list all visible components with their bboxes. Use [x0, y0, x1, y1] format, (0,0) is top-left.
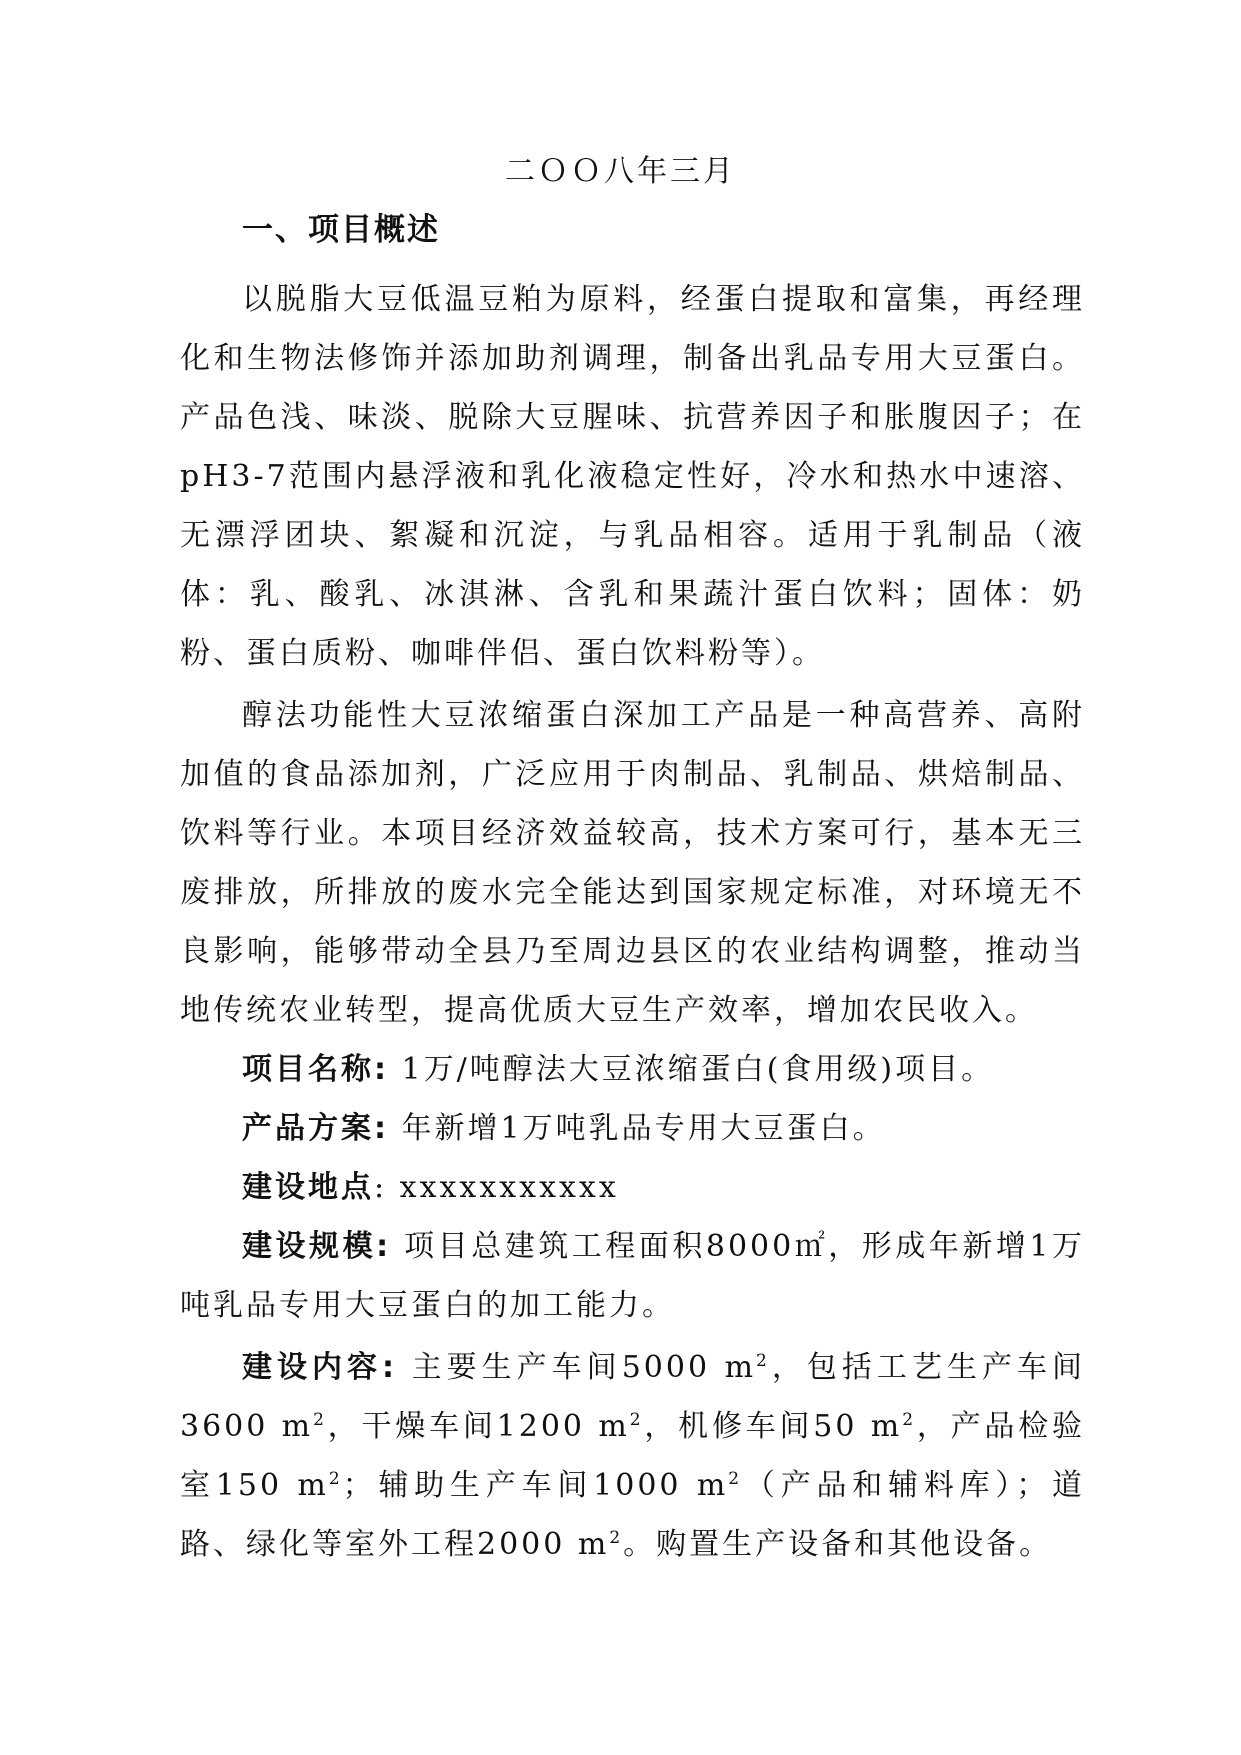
superscript: 2	[902, 1410, 917, 1430]
content-text-2: ，包括工艺生产车间3600 m	[180, 1350, 1086, 1444]
product-plan-value: 年新增1万吨乳品专用大豆蛋白。	[389, 1111, 886, 1146]
content-text-7: （产品和辅料库）；道路、绿化等室外工程2000 m	[180, 1468, 1085, 1562]
scale-value: 项目总建筑工程面积8000㎡，形成年新增1万吨乳品专用大豆蛋白的加工能力。	[180, 1229, 1085, 1323]
superscript: 2	[756, 1351, 770, 1371]
product-plan-label: 产品方案:	[242, 1111, 389, 1146]
paragraph-product-overview: 以脱脂大豆低温豆粕为原料，经蛋白提取和富集，再经理化和生物法修饰并添加助剂调理，制备出乳品专用大豆蛋白。产品色浅、味淡、脱除大豆腥味、抗营养因子和胀腹因子；在pH3-7范围内悬浮液和乳化液稳定性好，冷水和热水中速溶、无漂浮团块、絮凝和沉淀，与乳品相容。适用于乳制品（液体：乳、酸乳、冰淇淋、含乳和果蔬汁蛋白饮料；固体：奶粉、蛋白质粉、咖啡伴侣、蛋白饮料粉等）。	[180, 282, 1085, 671]
site-value: : xxxxxxxxxxx	[374, 1170, 619, 1205]
superscript: 2	[728, 1469, 743, 1489]
superscript: 2	[609, 1528, 624, 1548]
content-text-8: 。购置生产设备和其他设备。	[623, 1527, 1053, 1562]
scale-line	[180, 1217, 1085, 1335]
project-name-line	[180, 1040, 1085, 1099]
superscript: 2	[313, 1410, 327, 1430]
product-plan-line	[180, 1099, 1085, 1158]
content-line	[180, 1338, 1085, 1574]
content-text-3: ，干燥车间1200 m	[326, 1409, 630, 1444]
date-line: 二ＯＯ八年三月	[505, 154, 736, 189]
site-line	[180, 1158, 1085, 1217]
document-body	[180, 270, 1085, 1574]
project-name-label: 项目名称:	[242, 1052, 389, 1087]
scale-label: 建设规模:	[242, 1229, 392, 1264]
paragraph-project-benefits: 醇法功能性大豆浓缩蛋白深加工产品是一种高营养、高附加值的食品添加剂，广泛应用于肉制品、乳制品、烘焙制品、饮料等行业。本项目经济效益较高，技术方案可行，基本无三废排放，所排放的废水完全能达到国家规定标准，对环境无不良影响，能够带动全县乃至周边县区的农业结构调整，推动当地传统农业转型，提高优质大豆生产效率，增加农民收入。	[180, 698, 1085, 1028]
section-heading: 一、项目概述	[242, 212, 440, 248]
content-text-6: ；辅助生产车间1000 m	[342, 1468, 729, 1503]
superscript: 2	[629, 1410, 644, 1430]
site-label: 建设地点	[242, 1170, 374, 1205]
content-text-1: 主要生产车间5000 m	[397, 1350, 757, 1385]
project-name-value: 1万/吨醇法大豆浓缩蛋白(食用级)项目。	[389, 1052, 995, 1087]
superscript: 2	[328, 1469, 343, 1489]
content-label: 建设内容:	[242, 1350, 398, 1385]
content-text-5: ，产品检验室150 m	[180, 1409, 1085, 1503]
content-text-4: ，机修车间50 m	[643, 1409, 903, 1444]
